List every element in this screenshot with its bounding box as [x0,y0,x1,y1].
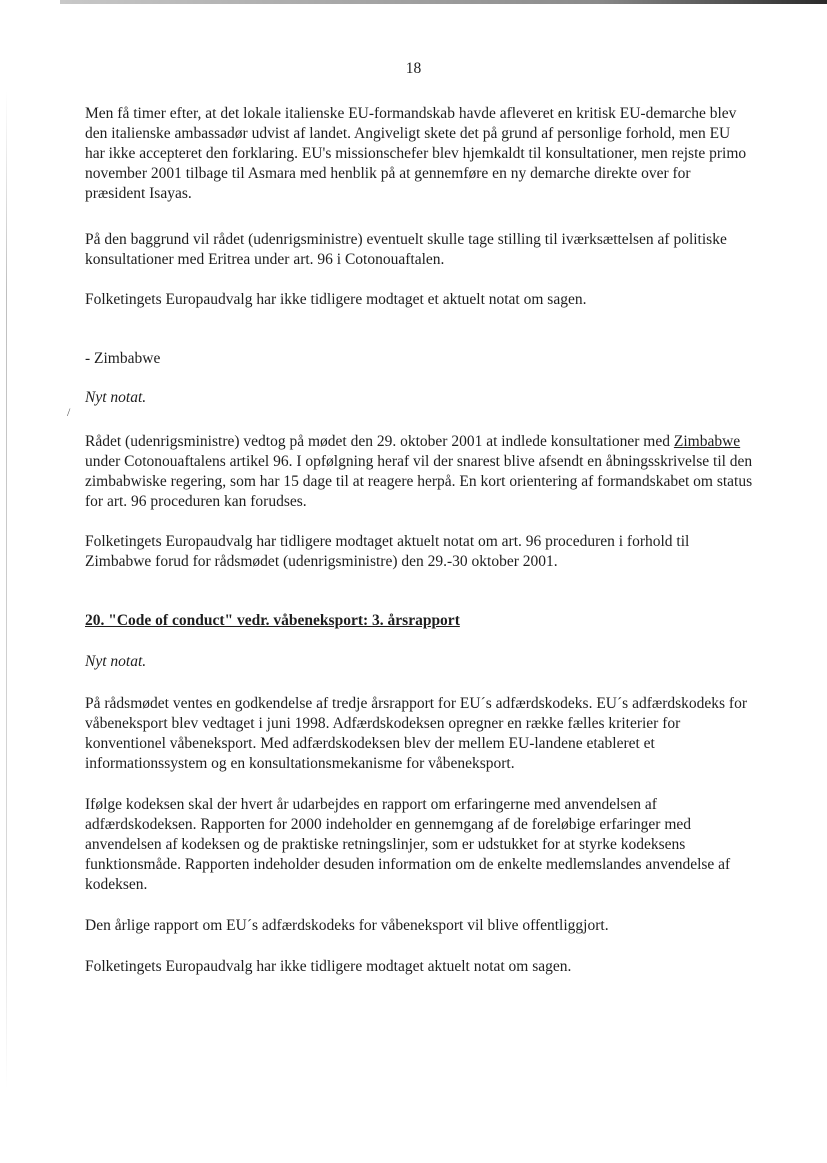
section-20-note: Nyt notat. [85,653,147,670]
top-rule [60,0,827,4]
zimbabwe-paragraph-1-end: under Cotonouaftalens artikel 96. I opfølgning heraf vil der snarest blive afsendt en åbningsskrivelse til den zimbabwiske regering, som har 15 dage til at reagere herpå. En kort orientering af formandskabet om status for art. 96 proceduren kan forudses. [85,453,753,510]
zimbabwe-paragraph-2: Folketingets Europaudvalg har tidligere modtaget aktuelt notat om art. 96 proceduren i forhold til Zimbabwe forud for rådsmødet (udenrigsministre) den 29.-30 oktober 2001. [85,533,690,570]
zimbabwe-underlined-word: Zimbabwe [673,433,741,450]
zimbabwe-subheading: - Zimbabwe [85,350,161,367]
section-20-paragraph-2: Ifølge kodeksen skal der hvert år udarbejdes en rapport om erfaringerne med anvendelsen af adfærdskodeksen. Rapporten for 2000 indeholder en gennemgang af de foreløbige erfaringer med anvendelsen af kodeksen og de praktiske retningslinjer, som er udstukket for at styrke kodeksens funktionsmåde. Rapporten indeholder desuden information om de enkelte medlemslandes anvendelse af kodeksen. [85,796,731,893]
section-20-paragraph-3: Den årlige rapport om EU´s adfærdskodeks for våbeneksport vil blive offentliggjort. [85,917,609,934]
zimbabwe-paragraph-1 [85,432,753,512]
eritrea-paragraph-1: Men få timer efter, at det lokale italienske EU-formandskab havde afleveret en kritisk EU-demarche blev den italienske ambassadør udvist af landet. Angiveligt skete det på grund af personlige forhold, men EU har ikke accepteret den forklaring. EU's missionschefer blev hjemkaldt til konsultationer, men rejste primo november 2001 tilbage til Asmara med henblik på at gennemføre en ny demarche direkte over for præsident Isayas. [85,105,747,202]
zimbabwe-note: Nyt notat. [85,389,147,406]
scan-edge [6,90,7,1090]
margin-mark: / [67,405,71,419]
zimbabwe-paragraph-1-start: Rådet (udenrigsministre) vedtog på mødet den 29. oktober 2001 at indlede konsultationer med [85,433,674,450]
section-20-heading: 20. "Code of conduct" vedr. våbeneksport: 3. årsrapport [85,612,460,629]
section-20-paragraph-1: På rådsmødet ventes en godkendelse af tredje årsrapport for EU´s adfærdskodeks. EU´s adfærdskodeks for våbeneksport blev vedtaget i juni 1998. Adfærdskodeksen opregner en række fælles kriterier for konventionel våbeneksport. Med adfærdskodeksen blev der mellem EU-landene etableret et informationssystem og en konsultationsmekanisme for våbeneksport. [85,695,748,772]
page-number: 18 [405,60,422,77]
section-20-paragraph-4: Folketingets Europaudvalg har ikke tidligere modtaget aktuelt notat om sagen. [85,958,572,975]
eritrea-paragraph-3: Folketingets Europaudvalg har ikke tidligere modtaget et aktuelt notat om sagen. [85,291,587,308]
eritrea-paragraph-2: På den baggrund vil rådet (udenrigsministre) eventuelt skulle tage stilling til iværksættelsen af politiske konsultationer med Eritrea under art. 96 i Cotonouaftalen. [85,231,727,268]
